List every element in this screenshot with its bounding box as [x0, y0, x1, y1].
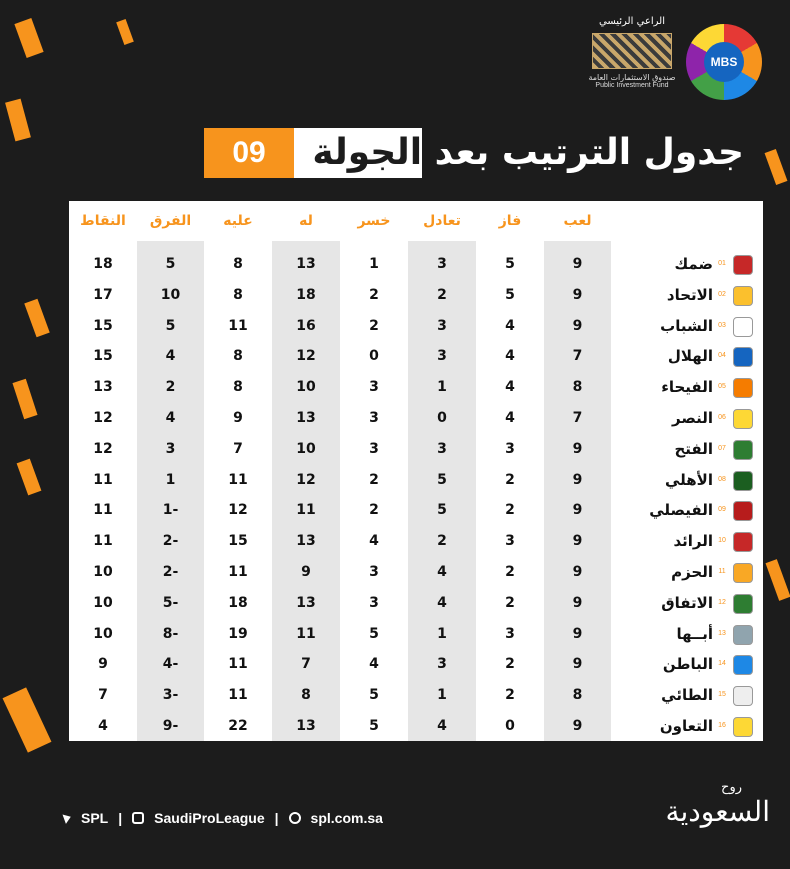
lost-cell: 4 [369, 656, 379, 673]
goal-diff-cell: 1 [165, 471, 176, 488]
draw-cell: 0 [437, 410, 447, 426]
points-cell: 11 [93, 502, 113, 519]
points-cell: 7 [98, 687, 108, 704]
team-name: أبــها [676, 624, 713, 643]
team-crest-icon [733, 594, 753, 614]
played-cell: 9 [572, 317, 583, 334]
team-rank: 14 [718, 660, 726, 668]
goal-diff-cell: 3- [162, 687, 179, 704]
won-cell: 5 [505, 286, 515, 303]
team-crest-icon [733, 440, 753, 460]
goals-against-cell: 19 [228, 625, 248, 642]
goal-diff-cell: 5 [165, 317, 176, 334]
table-row [69, 526, 763, 556]
goal-diff-cell: 5- [162, 594, 179, 611]
twitter-handle[interactable]: SPL [81, 810, 109, 826]
won-cell: 3 [505, 625, 515, 642]
brand-small-text: روح [721, 780, 742, 795]
won-cell: 2 [505, 656, 515, 673]
header-played: لعب [563, 213, 592, 229]
won-cell: 5 [505, 256, 515, 272]
draw-cell: 5 [437, 471, 447, 488]
team-name: الاتفاق [661, 593, 713, 612]
team-name: الفتح [674, 439, 713, 458]
title-prefix: جدول الترتيب بعد [434, 132, 744, 173]
table-header [69, 201, 763, 241]
table-row [69, 434, 763, 464]
goal-diff-cell: 8- [162, 625, 179, 642]
lost-cell: 2 [369, 502, 379, 519]
decor-stroke [14, 18, 43, 58]
draw-cell: 1 [437, 687, 447, 704]
league-logo-icon [686, 24, 762, 100]
points-cell: 10 [93, 564, 113, 580]
played-cell: 9 [572, 656, 583, 673]
team-crest-icon [733, 501, 753, 521]
goals-for-cell: 13 [296, 533, 316, 550]
team-cell [611, 403, 763, 433]
goals-for-cell: 11 [296, 502, 316, 519]
goal-diff-cell: 2- [162, 564, 179, 580]
team-cell [611, 280, 763, 310]
team-crest-icon [733, 532, 753, 552]
goals-for-cell: 8 [301, 687, 311, 704]
goals-against-cell: 8 [233, 379, 243, 396]
decor-stroke [766, 559, 790, 601]
team-name: الطائي [661, 686, 713, 705]
team-name: التعاون [659, 717, 713, 735]
table-row [69, 680, 763, 710]
team-cell [611, 588, 763, 618]
team-rank: 16 [718, 722, 726, 729]
points-cell: 13 [93, 379, 113, 396]
won-cell: 4 [505, 348, 515, 365]
played-cell: 9 [572, 286, 583, 303]
goal-diff-cell: 4 [165, 348, 176, 365]
team-cell [611, 526, 763, 556]
won-cell: 2 [505, 471, 515, 488]
round-number: 09 [204, 128, 294, 178]
team-rank: 10 [718, 537, 726, 545]
draw-cell: 5 [437, 502, 447, 519]
decor-stroke [24, 299, 49, 338]
team-crest-icon [733, 625, 753, 645]
table-row [69, 403, 763, 433]
draw-cell: 4 [437, 718, 447, 734]
team-name: الفيصلي [649, 501, 713, 520]
team-cell [611, 557, 763, 587]
played-cell: 9 [572, 502, 583, 519]
played-cell: 7 [572, 410, 583, 426]
goal-diff-cell: 4 [165, 410, 176, 426]
table-row [69, 372, 763, 402]
decor-stroke [5, 99, 31, 142]
team-name: الحزم [671, 563, 713, 581]
twitter-icon[interactable] [63, 812, 73, 824]
goal-diff-cell: 10 [160, 286, 181, 303]
won-cell: 4 [505, 317, 515, 334]
team-crest-icon [733, 563, 753, 583]
played-cell: 8 [572, 379, 583, 396]
played-cell: 9 [572, 440, 583, 457]
goal-diff-cell: 4- [162, 656, 179, 673]
team-rank: 02 [718, 290, 726, 298]
page-title [294, 128, 744, 178]
team-cell [611, 495, 763, 525]
team-cell [611, 465, 763, 495]
goals-for-cell: 12 [296, 348, 316, 365]
brand-main-text: السعودية [665, 795, 770, 828]
draw-cell: 2 [437, 533, 447, 550]
goals-against-cell: 18 [228, 594, 248, 611]
points-cell: 4 [98, 718, 108, 734]
header-draw: تعادل [423, 213, 461, 229]
table-row [69, 280, 763, 310]
team-name: الباطن [662, 655, 713, 674]
team-name: الرائد [673, 532, 713, 551]
team-crest-icon [733, 378, 753, 398]
played-cell: 9 [572, 564, 583, 580]
played-cell: 9 [572, 256, 583, 272]
decor-stroke [116, 19, 134, 45]
table-row [69, 711, 763, 741]
website-link[interactable]: spl.com.sa [310, 810, 383, 826]
goals-for-cell: 13 [296, 594, 316, 611]
team-cell [611, 311, 763, 341]
goals-for-cell: 18 [296, 286, 316, 303]
team-cell [611, 249, 763, 279]
draw-cell: 2 [437, 286, 447, 303]
won-cell: 3 [505, 533, 515, 550]
team-rank: 07 [718, 444, 726, 452]
points-cell: 18 [93, 256, 113, 272]
instagram-icon[interactable] [132, 812, 144, 824]
standings-table [69, 201, 763, 741]
team-crest-icon [733, 717, 753, 737]
team-cell [611, 434, 763, 464]
team-rank: 01 [718, 260, 726, 267]
team-crest-icon [733, 686, 753, 706]
goals-for-cell: 13 [296, 718, 316, 734]
goals-against-cell: 8 [233, 286, 243, 303]
won-cell: 2 [505, 564, 515, 580]
team-crest-icon [733, 471, 753, 491]
goal-diff-cell: 2 [165, 379, 176, 396]
draw-cell: 3 [437, 348, 447, 365]
team-name: النصر [671, 409, 713, 427]
team-rank: 09 [718, 506, 726, 514]
lost-cell: 2 [369, 317, 379, 334]
team-cell [611, 372, 763, 402]
team-rank: 12 [718, 598, 726, 606]
goal-diff-cell: 9- [162, 718, 179, 734]
goals-for-cell: 10 [296, 440, 316, 457]
won-cell: 2 [505, 687, 515, 704]
team-crest-icon [733, 317, 753, 337]
table-row [69, 311, 763, 341]
team-cell [611, 649, 763, 679]
goals-against-cell: 15 [228, 533, 248, 550]
goals-for-cell: 10 [296, 379, 316, 396]
goals-against-cell: 7 [233, 440, 243, 457]
lost-cell: 1 [369, 256, 379, 272]
team-rank: 04 [718, 352, 726, 360]
points-cell: 11 [93, 471, 113, 488]
points-cell: 12 [93, 410, 113, 426]
goals-against-cell: 9 [233, 410, 243, 426]
goals-against-cell: 11 [228, 564, 248, 580]
points-cell: 10 [93, 625, 113, 642]
goals-against-cell: 11 [228, 687, 248, 704]
lost-cell: 5 [369, 625, 379, 642]
goals-against-cell: 11 [228, 656, 248, 673]
goals-against-cell: 11 [228, 471, 248, 488]
team-rank: 13 [718, 629, 726, 637]
points-cell: 15 [93, 317, 113, 334]
team-crest-icon [733, 286, 753, 306]
sponsor-name-ar: صندوق الاستثمارات العامة [588, 73, 676, 82]
table-row [69, 495, 763, 525]
points-cell: 17 [93, 286, 113, 303]
decor-stroke [17, 459, 42, 496]
decor-stroke [765, 149, 788, 185]
team-rank: 11 [718, 568, 726, 575]
played-cell: 9 [572, 625, 583, 642]
team-crest-icon [733, 347, 753, 367]
lost-cell: 3 [369, 594, 379, 611]
table-row [69, 341, 763, 371]
played-cell: 9 [572, 594, 583, 611]
sponsor-name-en: Public Investment Fund [595, 82, 669, 89]
goal-diff-cell: 2- [162, 533, 179, 550]
sponsor-logo-icon [592, 33, 672, 69]
draw-cell: 1 [437, 379, 447, 396]
lost-cell: 3 [369, 379, 379, 396]
lost-cell: 2 [369, 471, 379, 488]
team-rank: 03 [718, 321, 726, 329]
lost-cell: 2 [369, 286, 379, 303]
goal-diff-cell: 3 [165, 440, 176, 457]
footer-separator: | [118, 810, 123, 826]
lost-cell: 5 [369, 687, 379, 704]
table-row [69, 465, 763, 495]
won-cell: 3 [505, 440, 515, 457]
header-lost: خسر [357, 213, 391, 229]
team-cell [611, 680, 763, 710]
team-rank: 05 [718, 383, 726, 391]
draw-cell: 3 [437, 317, 447, 334]
team-cell [611, 619, 763, 649]
goal-diff-cell: 1- [162, 502, 179, 519]
lost-cell: 3 [369, 564, 379, 580]
team-name: الفيحاء [661, 378, 713, 397]
team-cell [611, 341, 763, 371]
header-points: النقاط [80, 213, 126, 229]
goals-for-cell: 11 [296, 625, 316, 642]
globe-icon[interactable] [289, 812, 301, 824]
team-name: الشباب [660, 316, 713, 335]
goals-for-cell: 9 [301, 564, 311, 580]
team-cell [611, 711, 763, 741]
goals-against-cell: 11 [228, 317, 248, 334]
brand-logo [650, 780, 770, 844]
table-row [69, 249, 763, 279]
team-crest-icon [733, 409, 753, 429]
goals-for-cell: 13 [296, 256, 316, 272]
draw-cell: 3 [437, 440, 447, 457]
won-cell: 0 [505, 718, 515, 734]
header-won: فاز [498, 213, 522, 229]
played-cell: 9 [572, 533, 583, 550]
goals-against-cell: 8 [233, 348, 243, 365]
won-cell: 4 [505, 379, 515, 396]
lost-cell: 0 [369, 348, 379, 365]
draw-cell: 1 [437, 625, 447, 642]
draw-cell: 3 [437, 256, 447, 272]
played-cell: 7 [572, 348, 583, 365]
team-name: الهلال [667, 347, 713, 366]
lost-cell: 3 [369, 410, 379, 426]
points-cell: 15 [93, 348, 113, 365]
draw-cell: 4 [437, 594, 447, 611]
decor-stroke [12, 379, 37, 419]
footer-separator: | [274, 810, 279, 826]
lost-cell: 3 [369, 440, 379, 457]
played-cell: 9 [572, 471, 583, 488]
team-name: الاتحاد [666, 285, 713, 304]
goals-against-cell: 22 [228, 718, 248, 734]
team-name: الأهلي [664, 470, 713, 489]
goals-for-cell: 13 [296, 410, 316, 426]
points-cell: 11 [93, 533, 113, 550]
won-cell: 2 [505, 594, 515, 611]
goals-against-cell: 8 [233, 256, 243, 272]
sponsor-title: الراعي الرئيسي [598, 16, 665, 27]
goals-against-cell: 12 [228, 502, 248, 519]
goal-diff-cell: 5 [165, 256, 176, 272]
won-cell: 4 [505, 410, 515, 426]
team-crest-icon [733, 655, 753, 675]
header-goals-against: عليه [223, 213, 253, 229]
points-cell: 12 [93, 440, 113, 457]
table-row [69, 557, 763, 587]
league-logo-text: MBS [704, 42, 744, 82]
table-row [69, 619, 763, 649]
draw-cell: 4 [437, 564, 447, 580]
points-cell: 9 [98, 656, 108, 673]
table-row [69, 588, 763, 618]
team-rank: 08 [718, 475, 726, 483]
social-footer [64, 806, 383, 830]
team-name: ضمك [674, 255, 713, 273]
lost-cell: 5 [369, 718, 379, 734]
goals-for-cell: 7 [301, 656, 311, 673]
header-goal-diff: الفرق [149, 213, 192, 229]
goals-for-cell: 16 [296, 317, 316, 334]
instagram-handle[interactable]: SaudiProLeague [154, 810, 265, 826]
draw-cell: 3 [437, 656, 447, 673]
decor-stroke [3, 687, 52, 752]
team-crest-icon [733, 255, 753, 275]
sponsor-block [586, 16, 678, 89]
won-cell: 2 [505, 502, 515, 519]
header-goals-for: له [299, 213, 313, 229]
played-cell: 8 [572, 687, 583, 704]
goals-for-cell: 12 [296, 471, 316, 488]
played-cell: 9 [572, 718, 583, 734]
team-rank: 06 [718, 414, 726, 421]
lost-cell: 4 [369, 533, 379, 550]
table-row [69, 649, 763, 679]
title-highlight: الجولة [312, 132, 423, 173]
team-rank: 15 [718, 691, 726, 699]
points-cell: 10 [93, 594, 113, 611]
